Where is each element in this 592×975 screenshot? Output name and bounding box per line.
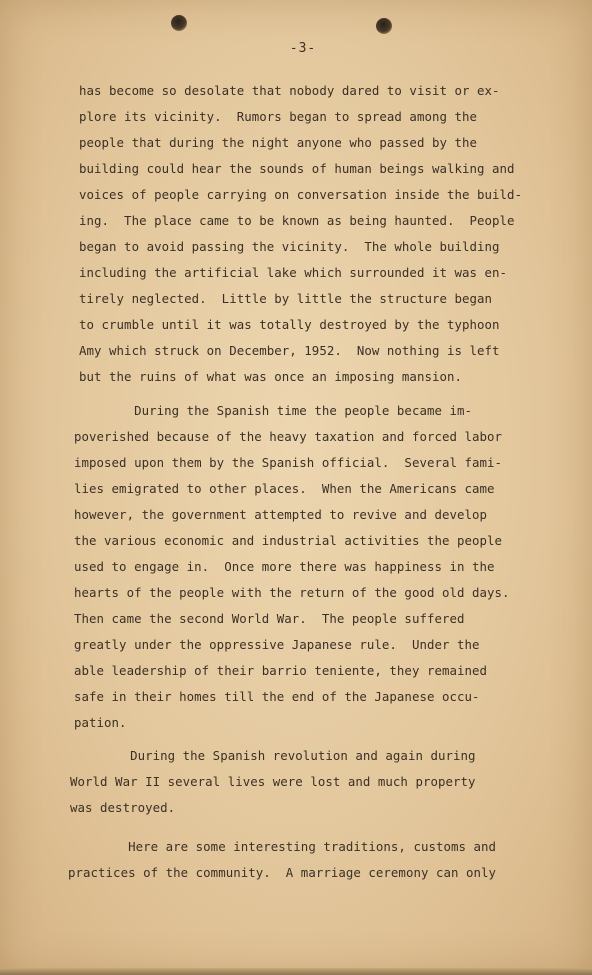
text-line: has become so desolate that nobody dared to visit or ex- — [79, 83, 500, 98]
text-line: imposed upon them by the Spanish official. Several fami- — [74, 455, 503, 470]
text-line: to crumble until it was totally destroyed by the typhoon — [79, 317, 500, 332]
text-line: including the artificial lake which surrounded it was en- — [79, 265, 508, 280]
paragraph-2 — [74, 398, 544, 736]
text-line: able leadership of their barrio teniente, they remained — [74, 663, 488, 678]
text-line: pation. — [74, 715, 127, 730]
paragraph-1 — [79, 78, 549, 390]
text-line: greatly under the oppressive Japanese rule. Under the — [74, 637, 480, 652]
text-line: During the Spanish time the people became im- — [74, 403, 473, 418]
text-line: the various economic and industrial activities the people — [74, 533, 503, 548]
text-line: however, the government attempted to revive and develop — [74, 507, 488, 522]
text-line: plore its vicinity. Rumors began to spread among the — [79, 109, 478, 124]
punch-hole-right — [376, 18, 392, 34]
text-line: Here are some interesting traditions, customs and — [68, 839, 497, 854]
page-number: -3- — [289, 41, 317, 56]
text-line: hearts of the people with the return of the good old days. — [74, 585, 510, 600]
text-line: Then came the second World War. The people suffered — [74, 611, 465, 626]
text-line: lies emigrated to other places. When the Americans came — [74, 481, 495, 496]
text-line: but the ruins of what was once an imposing mansion. — [79, 369, 462, 384]
text-line: tirely neglected. Little by little the structure began — [79, 291, 493, 306]
paragraph-3 — [70, 743, 540, 821]
text-line: ing. The place came to be known as being haunted. People — [79, 213, 515, 228]
text-line: used to engage in. Once more there was happiness in the — [74, 559, 495, 574]
text-line: World War II several lives were lost and much property — [70, 774, 476, 789]
text-line: safe in their homes till the end of the Japanese occu- — [74, 689, 480, 704]
text-line: building could hear the sounds of human beings walking and — [79, 161, 515, 176]
text-line: people that during the night anyone who passed by the — [79, 135, 478, 150]
scan-bottom-edge — [0, 968, 592, 975]
text-line: poverished because of the heavy taxation and forced labor — [74, 429, 503, 444]
punch-hole-left — [171, 15, 187, 31]
text-line: voices of people carrying on conversation inside the build- — [79, 187, 523, 202]
text-line: began to avoid passing the vicinity. The whole building — [79, 239, 500, 254]
text-line: Amy which struck on December, 1952. Now nothing is left — [79, 343, 500, 358]
text-line: was destroyed. — [70, 800, 176, 815]
text-line: During the Spanish revolution and again during — [70, 748, 476, 763]
paragraph-4 — [68, 834, 538, 886]
text-line: practices of the community. A marriage ceremony can only — [68, 865, 497, 880]
